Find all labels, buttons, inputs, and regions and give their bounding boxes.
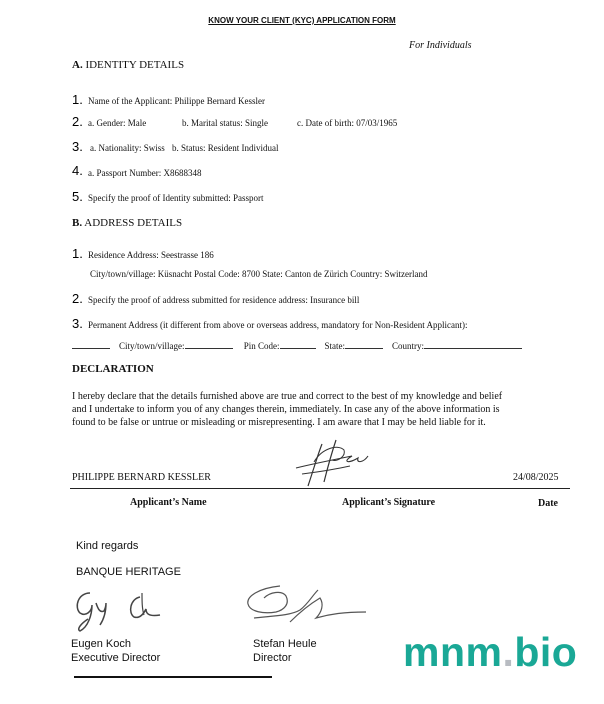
item-number: 1. (72, 92, 83, 107)
signatory-2-title: Director (253, 652, 292, 664)
watermark-logo: mnm.bio (403, 629, 578, 675)
address-proof-line: Specify the proof of address submitted for residence address: Insurance bill (88, 295, 360, 305)
residence-address-line: Residence Address: Seestrasse 186 (88, 250, 214, 260)
footer-rule (74, 676, 272, 678)
signatory-1-name: Eugen Koch (71, 638, 131, 650)
applicant-signature-image (292, 438, 372, 490)
section-a-heading: A. IDENTITY DETAILS (72, 59, 185, 71)
gender-line: a. Gender: Male (88, 118, 147, 128)
residence-city-line: City/town/village: Küsnacht Postal Code: 8700 State: Canton de Zürich Country: Switzerland (90, 269, 428, 279)
signature-divider (70, 488, 570, 489)
nationality-line: a. Nationality: Swiss (90, 143, 165, 153)
permanent-address-line: Permanent Address (it different from above or overseas address, mandatory for Non-Resident Applicant): (88, 320, 468, 330)
date-value: 24/08/2025 (513, 472, 559, 483)
item-number: 3. (72, 316, 83, 331)
item-number: 4. (72, 163, 83, 178)
declaration-heading: DECLARATION (72, 363, 154, 375)
permanent-address-fields: City/town/village: Pin Code: State: Country: (72, 341, 522, 351)
applicant-name-line: Name of the Applicant: Philippe Bernard Kessler (88, 96, 265, 106)
declaration-line: and I undertake to inform you of any changes therein, immediately. In case any of the above information is (72, 404, 500, 415)
date-label: Date (538, 498, 558, 509)
kind-regards: Kind regards (76, 540, 139, 552)
status-line: b. Status: Resident Individual (172, 143, 279, 153)
bank-name: BANQUE HERITAGE (76, 566, 181, 578)
date-of-birth-line: c. Date of birth: 07/03/1965 (297, 118, 398, 128)
signatory-1-title: Executive Director (71, 652, 161, 664)
applicant-signature-label: Applicant’s Signature (342, 497, 436, 508)
signatory-2-name: Stefan Heule (253, 638, 317, 650)
item-number: 1. (72, 246, 83, 261)
passport-number-line: a. Passport Number: X8688348 (88, 168, 202, 178)
signatory-1-signature-image (70, 585, 170, 635)
marital-status-line: b. Marital status: Single (182, 118, 268, 128)
declaration-line: found to be false or untrue or misleading or misrepresenting. I am aware that I may be held liable for it. (72, 417, 486, 428)
item-number: 2. (72, 114, 83, 129)
applicant-name-value: PHILIPPE BERNARD KESSLER (72, 472, 211, 483)
section-b-heading: B. ADDRESS DETAILS (72, 217, 183, 229)
item-number: 3. (72, 139, 83, 154)
applicant-name-label: Applicant’s Name (130, 497, 207, 508)
item-number: 2. (72, 291, 83, 306)
form-subtitle: For Individuals (409, 40, 472, 51)
declaration-line: I hereby declare that the details furnished above are true and correct to the best of my knowledge and belief (72, 391, 503, 402)
form-title: KNOW YOUR CLIENT (KYC) APPLICATION FORM (208, 16, 396, 25)
signatory-2-signature-image (240, 582, 370, 632)
item-number: 5. (72, 189, 83, 204)
identity-proof-line: Specify the proof of Identity submitted: Passport (88, 193, 264, 203)
